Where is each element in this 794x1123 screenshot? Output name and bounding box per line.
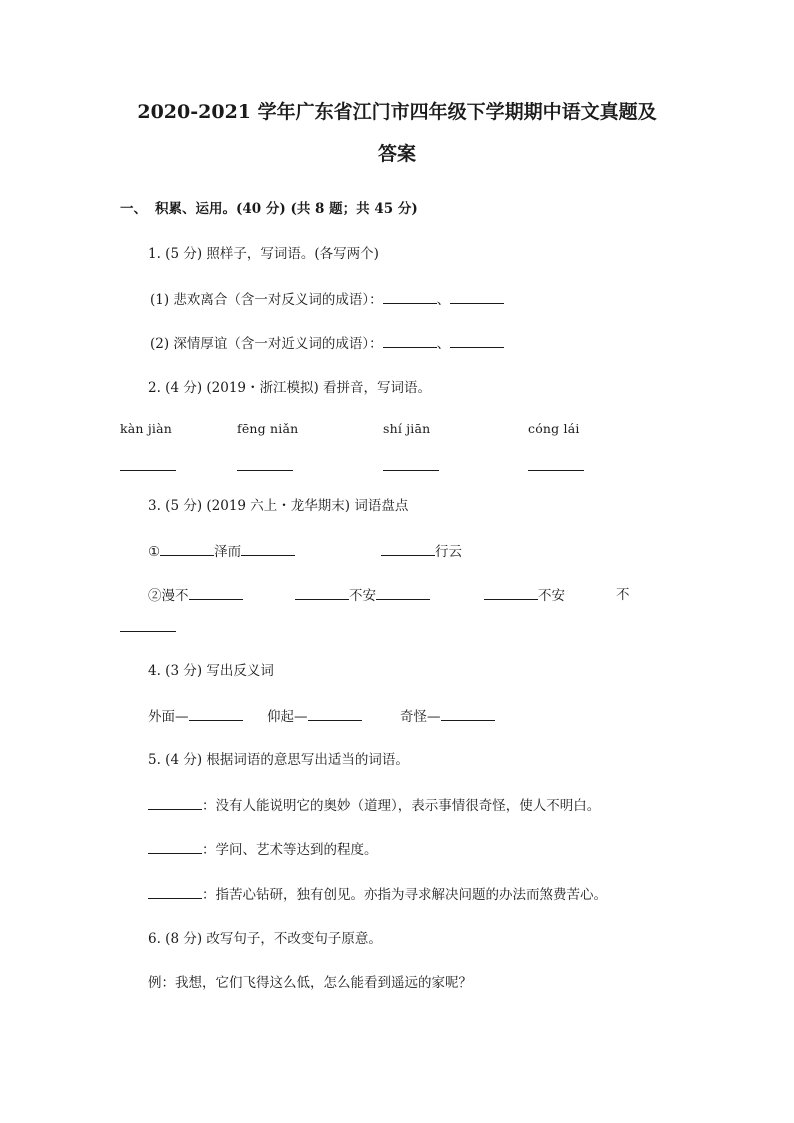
question-3-row2-d xyxy=(616,585,630,605)
answer-blank[interactable] xyxy=(383,289,437,304)
question-5-header: 5. (4 分) 根据词语的意思写出适当的词语。 xyxy=(148,752,409,768)
answer-blank[interactable] xyxy=(189,706,243,721)
definition-line-1 xyxy=(148,795,600,816)
question-3-row2-a xyxy=(148,585,243,606)
question-6-header: 6. (8 分) 改写句子，不改变句子原意。 xyxy=(148,931,382,947)
word-part: 不 xyxy=(616,587,630,603)
antonym-word: 仰起— xyxy=(267,709,308,725)
question-1-sub2 xyxy=(150,333,504,354)
answer-blank[interactable] xyxy=(295,585,349,600)
section-number: 一、 xyxy=(120,201,147,217)
definition-text: ：指苦心钻研，独有创见。亦指为寻求解决问题的办法而煞费苦心。 xyxy=(202,887,607,903)
question-4-header: 4. (3 分) 写出反义词 xyxy=(148,663,274,679)
question-3-row1-b xyxy=(381,541,462,562)
question-6-example: 例：我想，它们飞得这么低，怎么能看到遥远的家呢？ xyxy=(148,975,472,991)
word-part: 不安 xyxy=(349,588,376,604)
separator: 、 xyxy=(436,292,451,308)
pinyin-1: kàn jiàn xyxy=(120,421,173,436)
sub2-prefix: (2) 深情厚谊（含一对近义词的成语）： xyxy=(150,336,383,352)
answer-blank[interactable] xyxy=(484,585,538,600)
answer-blank[interactable] xyxy=(148,884,202,899)
antonym-word: 外面— xyxy=(148,709,189,725)
definition-line-3 xyxy=(148,884,607,905)
question-3-row2-b xyxy=(295,585,430,606)
pinyin-4: cóng lái xyxy=(528,421,580,436)
question-2-header: 2. (4 分) (2019・浙江模拟) 看拼音，写词语。 xyxy=(148,380,432,396)
answer-blank[interactable] xyxy=(441,706,495,721)
antonym-item-3 xyxy=(400,706,495,727)
answer-blank[interactable] xyxy=(189,585,243,600)
answer-blank[interactable] xyxy=(383,333,437,348)
answer-blank[interactable] xyxy=(383,469,439,471)
antonym-word: 奇怪— xyxy=(400,709,441,725)
pinyin-3: shí jiān xyxy=(383,421,431,436)
answer-blank[interactable] xyxy=(528,469,584,471)
circled-one: ① xyxy=(148,544,161,560)
word-part: 行云 xyxy=(435,544,462,560)
sub1-prefix: (1) 悲欢离合（含一对反义词的成语）： xyxy=(150,292,383,308)
antonym-item-2 xyxy=(267,706,362,727)
question-3-header: 3. (5 分) (2019 六上・龙华期末) 词语盘点 xyxy=(148,498,409,514)
answer-blank[interactable] xyxy=(148,795,202,810)
question-1-header: 1. (5 分) 照样子，写词语。(各写两个) xyxy=(148,246,379,262)
section-heading: 积累、运用。(40 分) (共 8 题；共 45 分) xyxy=(155,201,418,217)
answer-blank[interactable] xyxy=(241,541,295,556)
word-part: 泽而 xyxy=(214,544,242,560)
pinyin-2: fēng niǎn xyxy=(237,421,299,436)
answer-blank[interactable] xyxy=(120,469,176,471)
definition-line-2 xyxy=(148,839,378,860)
answer-blank[interactable] xyxy=(148,839,202,854)
answer-blank[interactable] xyxy=(237,469,293,471)
separator: 、 xyxy=(436,336,451,352)
question-3-row1-a xyxy=(148,541,295,562)
page-title-line1: 2020-2021 学年广东省江门市四年级下学期期中语文真题及 xyxy=(137,101,657,123)
definition-text: ：学问、艺术等达到的程度。 xyxy=(202,842,378,858)
definition-text: ：没有人能说明它的奥妙（道理），表示事情很奇怪，使人不明白。 xyxy=(202,798,601,814)
question-1-sub1 xyxy=(150,289,504,310)
word-part: 不安 xyxy=(538,588,565,604)
answer-blank[interactable] xyxy=(450,333,504,348)
answer-blank[interactable] xyxy=(160,541,214,556)
answer-blank[interactable] xyxy=(381,541,435,556)
answer-blank[interactable] xyxy=(308,706,362,721)
answer-blank[interactable] xyxy=(450,289,504,304)
page-title-line2: 答案 xyxy=(377,143,416,165)
question-3-row2-c xyxy=(484,585,565,606)
word-part: ②漫不 xyxy=(148,588,189,604)
answer-blank[interactable] xyxy=(376,585,430,600)
antonym-item-1 xyxy=(148,706,243,727)
answer-blank[interactable] xyxy=(120,630,176,632)
